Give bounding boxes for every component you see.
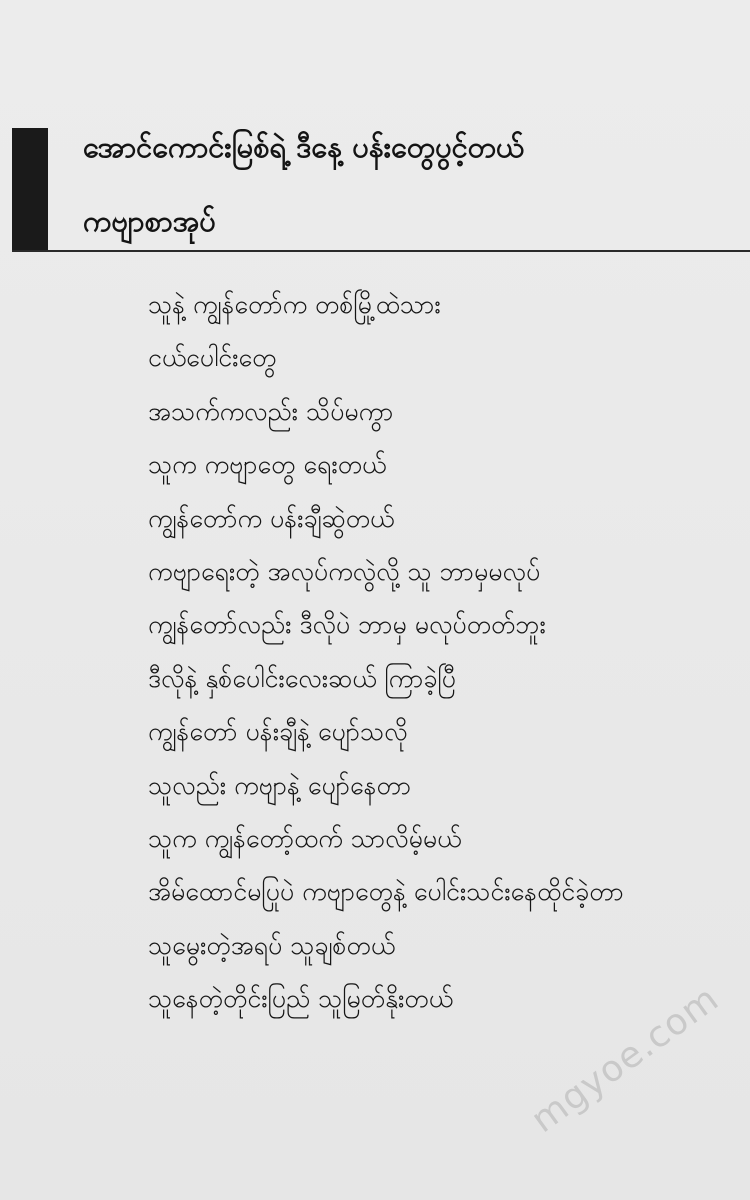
page-title (83, 110, 733, 258)
poem-body (148, 278, 738, 1025)
poem-line: သူနဲ့ ကျွန်တော်က တစ်မြို့ထဲသား (148, 290, 441, 319)
poem-line: အသက်ကလည်း သိပ်မကွာ (148, 396, 394, 426)
poem-line: ကျွန်တော်လည်း ဒီလိုပဲ ဘာမှ မလုပ်တတ်ဘူး (148, 610, 546, 640)
poem-line: ကဗျာရေးတဲ့ အလုပ်ကလွဲလို့ သူ ဘာမှမလုပ် (148, 556, 541, 586)
page-title-line-2: ကဗျာစာအုပ် (83, 204, 216, 238)
poem-line: ငယ်ပေါင်းတွေ (148, 343, 277, 373)
poem-line: သူက ကဗျာတွေ ရေးတယ် (148, 450, 387, 480)
watermark-text: mgyoe.com (523, 978, 727, 1141)
poem-line: ကျွန်တော် ပန်းချီနဲ့ ပျော်သလို (148, 717, 408, 747)
poem-line: အိမ်ထောင်မပြုပဲ ကဗျာတွေနဲ့ ပေါင်းသင်းနေထိုင်ခဲ့တာ (148, 877, 624, 907)
title-accent-bar (12, 128, 48, 250)
poem-line: ကျွန်တော်က ပန်းချီဆွဲတယ် (148, 503, 395, 533)
poem-line: သူလည်း ကဗျာနဲ့ ပျော်နေတာ (148, 770, 412, 800)
title-divider (12, 250, 750, 252)
poem-line: ဒီလိုနဲ့ နှစ်ပေါင်းလေးဆယ် ကြာခဲ့ပြီ (148, 663, 456, 693)
page-title-line-1: အောင်ကောင်းမြစ်ရဲ့ ဒီနေ့ ပန်းတွေပွင့်တယ် (83, 130, 525, 164)
poem-line: သူမွေးတဲ့အရပ် သူချစ်တယ် (148, 930, 396, 960)
poem-line: သူက ကျွန်တော့်ထက် သာလိမ့်မယ် (148, 823, 462, 853)
poem-line: သူနေတဲ့တိုင်းပြည် သူမြတ်နိုးတယ် (148, 984, 454, 1014)
